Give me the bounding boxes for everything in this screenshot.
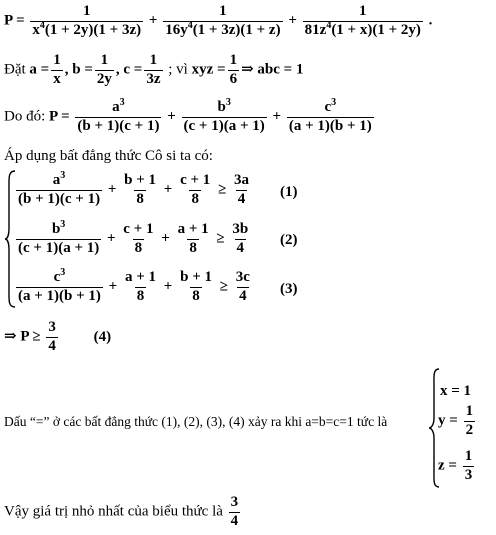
substitution-line: Đặt a = $\frac{1}{x}$ , b = $\frac{1}{2y}$ , c = $\frac{1}{3z}$ ; vì xyz = $\frac{1}{6}$ ⇒ abc = 1 bbox=[4, 52, 304, 87]
p-term-2: $\frac{1}{16y^4(1 + 3z)(1 + z)}$ bbox=[165, 3, 281, 38]
x-equals: x = 1 bbox=[440, 383, 472, 399]
y-equals: y = $\frac{1}{2}$ bbox=[438, 403, 474, 438]
label-2: (2) bbox=[280, 232, 298, 248]
p-term-1: $\frac{1}{x^4(1 + 2y)(1 + 3z)}$ bbox=[32, 3, 142, 38]
label-1: (1) bbox=[280, 184, 298, 200]
do-do-word: Do đó: bbox=[4, 108, 46, 125]
label-3: (3) bbox=[280, 281, 298, 297]
p-frac-a: $\frac{a^3}{(b + 1)(c + 1)}$ bbox=[77, 97, 160, 134]
label-4: (4) bbox=[93, 328, 112, 345]
min-value: $\frac{3}{4}$ bbox=[230, 494, 239, 529]
equality-condition: Dấu “=” ở các bất đẳng thức (1), (2), (3), (4) xảy ra khi a=b=c=1 tức là bbox=[4, 414, 388, 429]
p-rewritten-line: Do đó: P = $\frac{a^3}{(b + 1)(c + 1)}$ + $\frac{b^3}{(c + 1)(a + 1)}$ + $\frac{c^3}{(a + 1)(b + 1)}$ bbox=[4, 97, 372, 134]
p-term-3: $\frac{1}{81z^4(1 + x)(1 + 2y)}$ bbox=[304, 3, 421, 38]
p-lhs: P = bbox=[4, 12, 25, 29]
abc-implication: ⇒ abc = 1 bbox=[241, 61, 304, 78]
a-fraction: $\frac{1}{x}$ bbox=[53, 52, 61, 87]
inequality-row-2: $\frac{b^3}{(c + 1)(a + 1)}$ + $\frac{c + 1}{8}$ + $\frac{a + 1}{8}$ ≥ $\frac{3b}{4}$ bbox=[18, 219, 249, 256]
inequality-row-1: $\frac{a^3}{(b + 1)(c + 1)}$ + $\frac{b + 1}{8}$ + $\frac{c + 1}{8}$ ≥ $\frac{3a}{4}$ bbox=[18, 170, 250, 207]
p-frac-c: $\frac{c^3}{(a + 1)(b + 1)}$ bbox=[288, 97, 372, 134]
c-fraction: $\frac{1}{3z}$ bbox=[146, 52, 161, 87]
conclusion: Vậy giá trị nhỏ nhất của biểu thức là $\frac{3}{4}$ bbox=[4, 494, 239, 529]
dat-word: Đặt bbox=[4, 61, 26, 78]
p-definition: P = $\frac{1}{x^4(1 + 2y)(1 + 3z)}$ + $\frac{1}{16y^4(1 + 3z)(1 + z)}$ + $\frac{1}{81z^4(1 + x)(1 + 2y)}$ . bbox=[4, 3, 433, 38]
p-frac-b: $\frac{b^3}{(c + 1)(a + 1)}$ bbox=[183, 97, 265, 134]
xyz-fraction: $\frac{1}{6}$ bbox=[229, 52, 238, 87]
inequality-row-3: $\frac{c^3}{(a + 1)(b + 1)}$ + $\frac{a + 1}{8}$ + $\frac{b + 1}{8}$ ≥ $\frac{3c}{4}$ bbox=[18, 267, 250, 304]
cosi-intro: Áp dụng bất đẳng thức Cô si ta có: bbox=[4, 148, 213, 164]
b-fraction: $\frac{1}{2y}$ bbox=[96, 52, 112, 87]
p-lower-bound: ⇒ P ≥ $\frac{3}{4}$ (4) bbox=[4, 319, 112, 354]
z-equals: z = $\frac{1}{3}$ bbox=[438, 448, 473, 483]
